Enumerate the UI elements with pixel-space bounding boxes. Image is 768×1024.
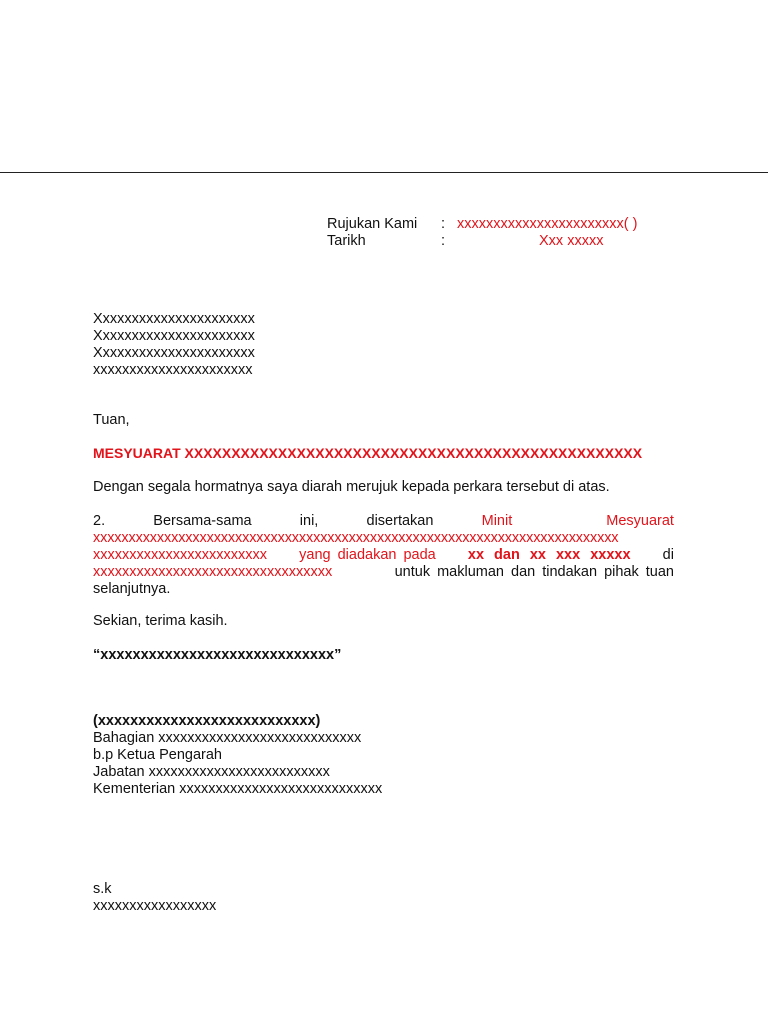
motto-quote: “xxxxxxxxxxxxxxxxxxxxxxxxxxxxx” xyxy=(93,647,342,663)
signatory-name: (xxxxxxxxxxxxxxxxxxxxxxxxxxx) xyxy=(93,713,321,729)
meeting-venue: xxxxxxxxxxxxxxxxxxxxxxxxxxxxxxxxx xyxy=(93,564,333,580)
signatory-line: Jabatan xxxxxxxxxxxxxxxxxxxxxxxxx xyxy=(93,764,330,780)
paragraph-2-line-3 xyxy=(93,547,674,564)
signature-block xyxy=(93,713,382,798)
address-line: xxxxxxxxxxxxxxxxxxxxxx xyxy=(93,362,253,378)
paragraph-2-line-4 xyxy=(93,564,674,581)
address-line: Xxxxxxxxxxxxxxxxxxxxxx xyxy=(93,311,255,327)
paragraph-word: disertakan xyxy=(366,513,434,529)
salutation: Tuan, xyxy=(93,412,130,428)
reference-value: xxxxxxxxxxxxxxxxxxxxxxx( ) xyxy=(457,216,638,232)
date-value: Xxx xxxxx xyxy=(539,233,604,249)
paragraph-2-line-5: selanjutnya. xyxy=(93,581,171,597)
signatory-line: Kementerian xxxxxxxxxxxxxxxxxxxxxxxxxxxx xyxy=(93,781,383,797)
cc-label: s.k xyxy=(93,881,112,897)
signatory-line: Bahagian xxxxxxxxxxxxxxxxxxxxxxxxxxxx xyxy=(93,730,362,746)
carbon-copy-block xyxy=(93,881,216,915)
paragraph-1: Dengan segala hormatnya saya diarah merujuk kepada perkara tersebut di atas. xyxy=(93,479,610,495)
paragraph-2-line-2: xxxxxxxxxxxxxxxxxxxxxxxxxxxxxxxxxxxxxxxxxxxxxxxxxxxxxxxxxxxxxxxxxxxxxxxxxx xyxy=(93,530,619,546)
paragraph-2-line-1 xyxy=(93,513,674,530)
meeting-name: xxxxxxxxxxxxxxxxxxxxxxxx xyxy=(93,547,267,563)
reference-colon: : xyxy=(441,216,446,232)
paragraph-text: untuk makluman dan tindakan pihak tuan xyxy=(394,564,674,580)
subject-heading: MESYUARAT XXXXXXXXXXXXXXXXXXXXXXXXXXXXXXXXXXXXXXXXXXXXXXXXX xyxy=(93,445,643,461)
paragraph-word: ini, xyxy=(299,513,319,529)
address-line: Xxxxxxxxxxxxxxxxxxxxxx xyxy=(93,328,255,344)
signatory-line: b.p Ketua Pengarah xyxy=(93,747,222,763)
closing-line: Sekian, terima kasih. xyxy=(93,613,228,629)
recipient-address xyxy=(93,311,255,379)
address-line: Xxxxxxxxxxxxxxxxxxxxxx xyxy=(93,345,255,361)
reference-label: Rujukan Kami xyxy=(327,216,418,232)
paragraph-number: 2. xyxy=(93,513,106,529)
header-rule xyxy=(0,172,768,173)
paragraph-2 xyxy=(93,513,674,598)
meeting-date: xx dan xx xxx xxxxx xyxy=(467,547,631,563)
minutes-title: Minit Mesyuarat xyxy=(481,513,674,529)
cc-recipient: xxxxxxxxxxxxxxxxx xyxy=(93,898,217,914)
paragraph-word: Bersama-sama xyxy=(153,513,252,529)
date-colon: : xyxy=(441,233,446,249)
meeting-held-text: yang diadakan pada xyxy=(299,547,436,563)
paragraph-word: di xyxy=(662,547,674,563)
date-label: Tarikh xyxy=(327,233,366,249)
